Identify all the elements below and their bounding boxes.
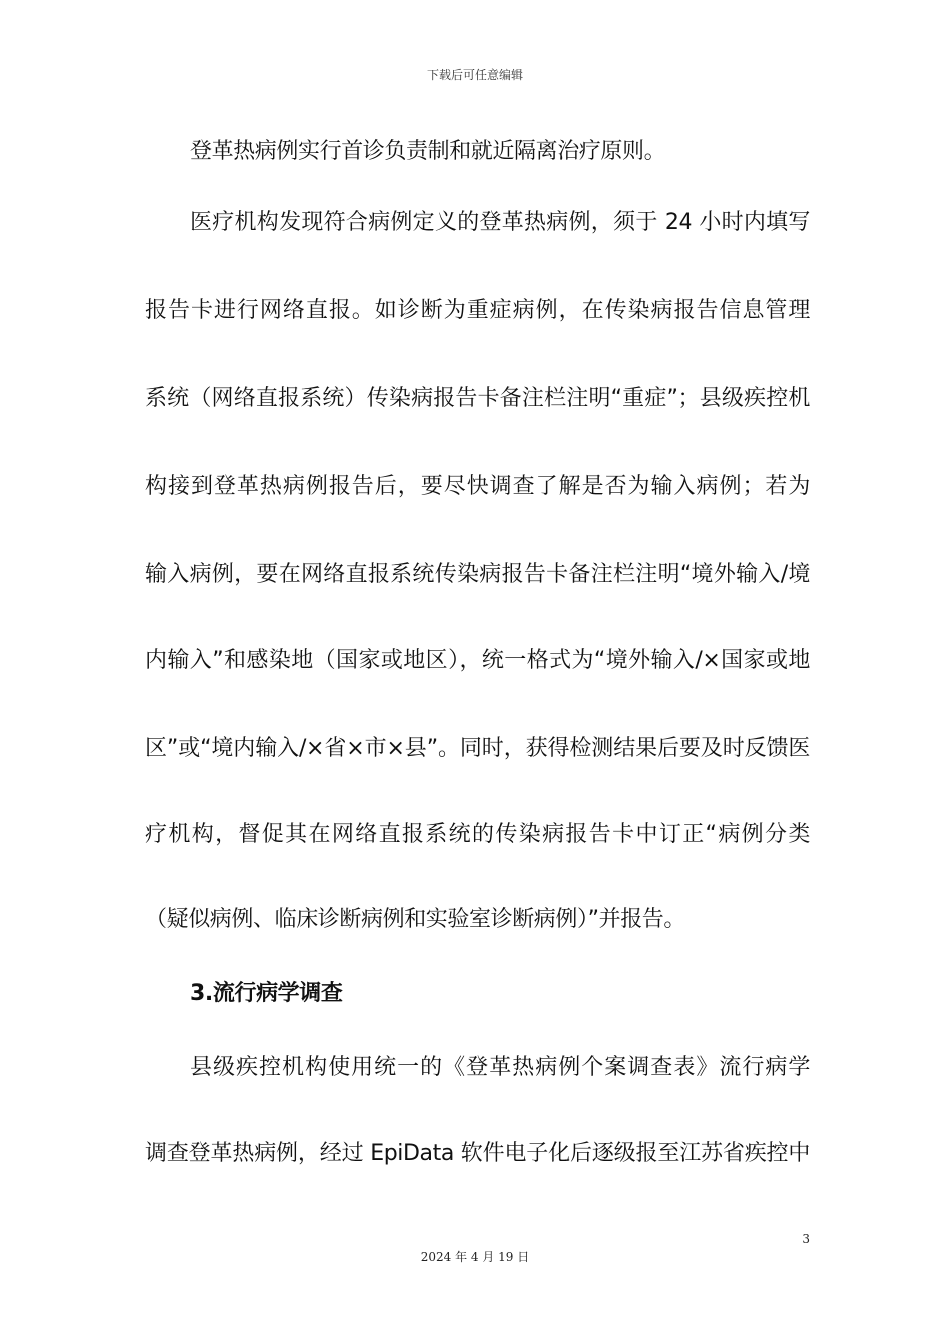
paragraph-line: 县级疾控机构使用统一的《登革热病例个案调查表》流行病学 [190, 1055, 810, 1080]
section-heading: 3.流行病学调查 [190, 981, 343, 1006]
paragraph-line: 区”或“境内输入/×省×市×县”。同时，获得检测结果后要及时反馈医 [145, 736, 810, 761]
paragraph-line: 登革热病例实行首诊负责制和就近隔离治疗原则。 [190, 139, 666, 164]
paragraph-line: 内输入”和感染地（国家或地区），统一格式为“境外输入/×国家或地 [145, 648, 810, 673]
paragraph-line: 报告卡进行网络直报。如诊断为重症病例，在传染病报告信息管理 [145, 298, 810, 323]
paragraph-line: 构接到登革热病例报告后，要尽快调查了解是否为输入病例；若为 [145, 474, 810, 499]
paragraph-line: 医疗机构发现符合病例定义的登革热病例，须于 24 小时内填写 [190, 210, 810, 235]
page-header: 下载后可任意编辑 [426, 68, 523, 82]
page-number: 3 [802, 1232, 810, 1246]
paragraph-line: 调查登革热病例，经过 EpiData 软件电子化后逐级报至江苏省疾控中 [145, 1141, 810, 1166]
paragraph-line: 输入病例，要在网络直报系统传染病报告卡备注栏注明“境外输入/境 [145, 562, 810, 587]
paragraph-line: （疑似病例、临床诊断病例和实验室诊断病例）”并报告。 [145, 907, 685, 932]
paragraph-line: 疗机构，督促其在网络直报系统的传染病报告卡中订正“病例分类 [145, 822, 810, 847]
paragraph-line: 系统（网络直报系统）传染病报告卡备注栏注明“重症”；县级疾控机 [145, 386, 810, 411]
footer-date: 2024 年 4 月 19 日 [420, 1250, 530, 1264]
